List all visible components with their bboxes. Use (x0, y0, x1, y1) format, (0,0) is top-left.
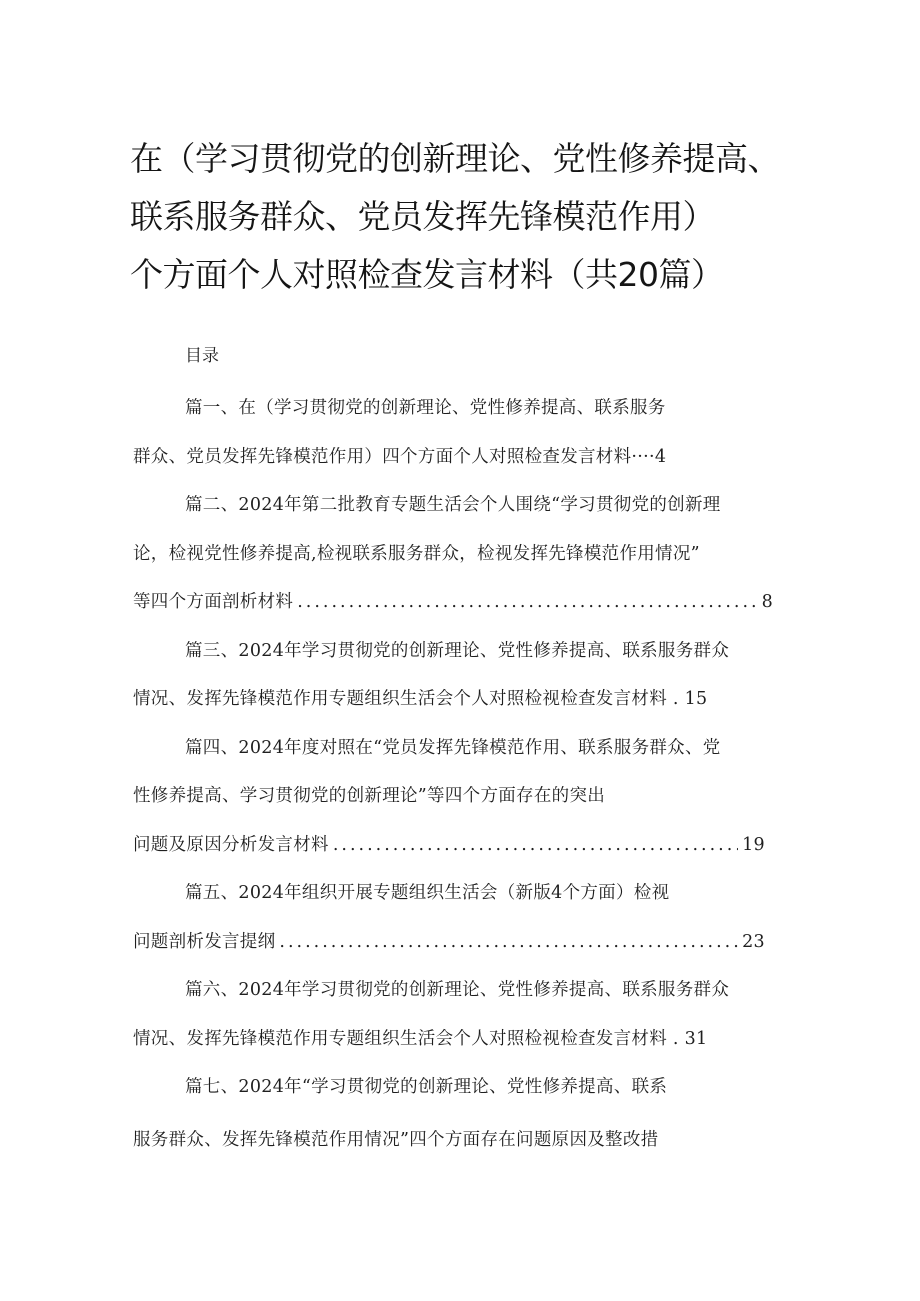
toc-entry-7-line-2: 服务群众、发挥先锋模范作用情况”四个方面存在问题原因及整改措 (133, 1130, 659, 1150)
toc-entry-2-line-1: 篇二、2024年第二批教育专题生活会个人围绕“学习贯彻党的创新理 (185, 495, 721, 515)
title-line-3: 个方面个人对照检查发言材料（共20篇） (130, 255, 724, 294)
toc-entry-1-line-1: 篇一、在（学习贯彻党的创新理论、党性修养提高、联系服务 (185, 398, 666, 418)
toc-heading: 目录 (185, 346, 219, 366)
toc-entry-2-line-2: 论，检视党性修养提高,检视联系服务群众，检视发挥先锋模范作用情况” (133, 544, 700, 564)
toc-entry-2-line-3 (133, 589, 773, 615)
toc-entry-2-leader (297, 589, 757, 615)
toc-entry-2-page: 8 (761, 592, 773, 612)
toc-entry-5-page: 23 (742, 932, 765, 952)
title-line-2: 联系服务群众、党员发挥先锋模范作用） (130, 197, 715, 236)
toc-entry-4-line-2: 性修养提高、学习贯彻党的创新理论”等四个方面存在的突出 (133, 786, 606, 806)
toc-entry-4-leader (333, 832, 738, 858)
toc-entry-5-last-text: 问题剖析发言提纲 (133, 932, 276, 952)
title-line-1: 在（学习贯彻党的创新理论、党性修养提高、 (130, 139, 780, 178)
toc-entry-5-line-2 (133, 929, 765, 955)
toc-entry-4-last-text: 问题及原因分析发言材料 (133, 835, 329, 855)
toc-entry-2-last-text: 等四个方面剖析材料 (133, 592, 294, 612)
toc-entry-4-line-1: 篇四、2024年度对照在“党员发挥先锋模范作用、联系服务群众、党 (185, 738, 721, 758)
toc-entry-5-leader (279, 929, 738, 955)
toc-entry-7-line-1: 篇七、2024年“学习贯彻党的创新理论、党性修养提高、联系 (185, 1077, 668, 1097)
toc-entry-5-line-1: 篇五、2024年组织开展专题组织生活会（新版4个方面）检视 (185, 883, 670, 903)
toc-entry-3-line-2: 情况、发挥先锋模范作用专题组织生活会个人对照检视检查发言材料 . 15 (133, 689, 708, 709)
toc-entry-6-line-1: 篇六、2024年学习贯彻党的创新理论、党性修养提高、联系服务群众 (185, 980, 730, 1000)
document-title (130, 130, 810, 304)
toc-entry-6-line-2: 情况、发挥先锋模范作用专题组织生活会个人对照检视检查发言材料 . 31 (133, 1029, 708, 1049)
toc-entry-4-line-3 (133, 832, 765, 858)
toc-entry-1-line-2: 群众、党员发挥先锋模范作用）四个方面个人对照检查发言材料····4 (133, 447, 667, 467)
toc-entry-4-page: 19 (742, 835, 765, 855)
toc-entry-3-line-1: 篇三、2024年学习贯彻党的创新理论、党性修养提高、联系服务群众 (185, 641, 730, 661)
